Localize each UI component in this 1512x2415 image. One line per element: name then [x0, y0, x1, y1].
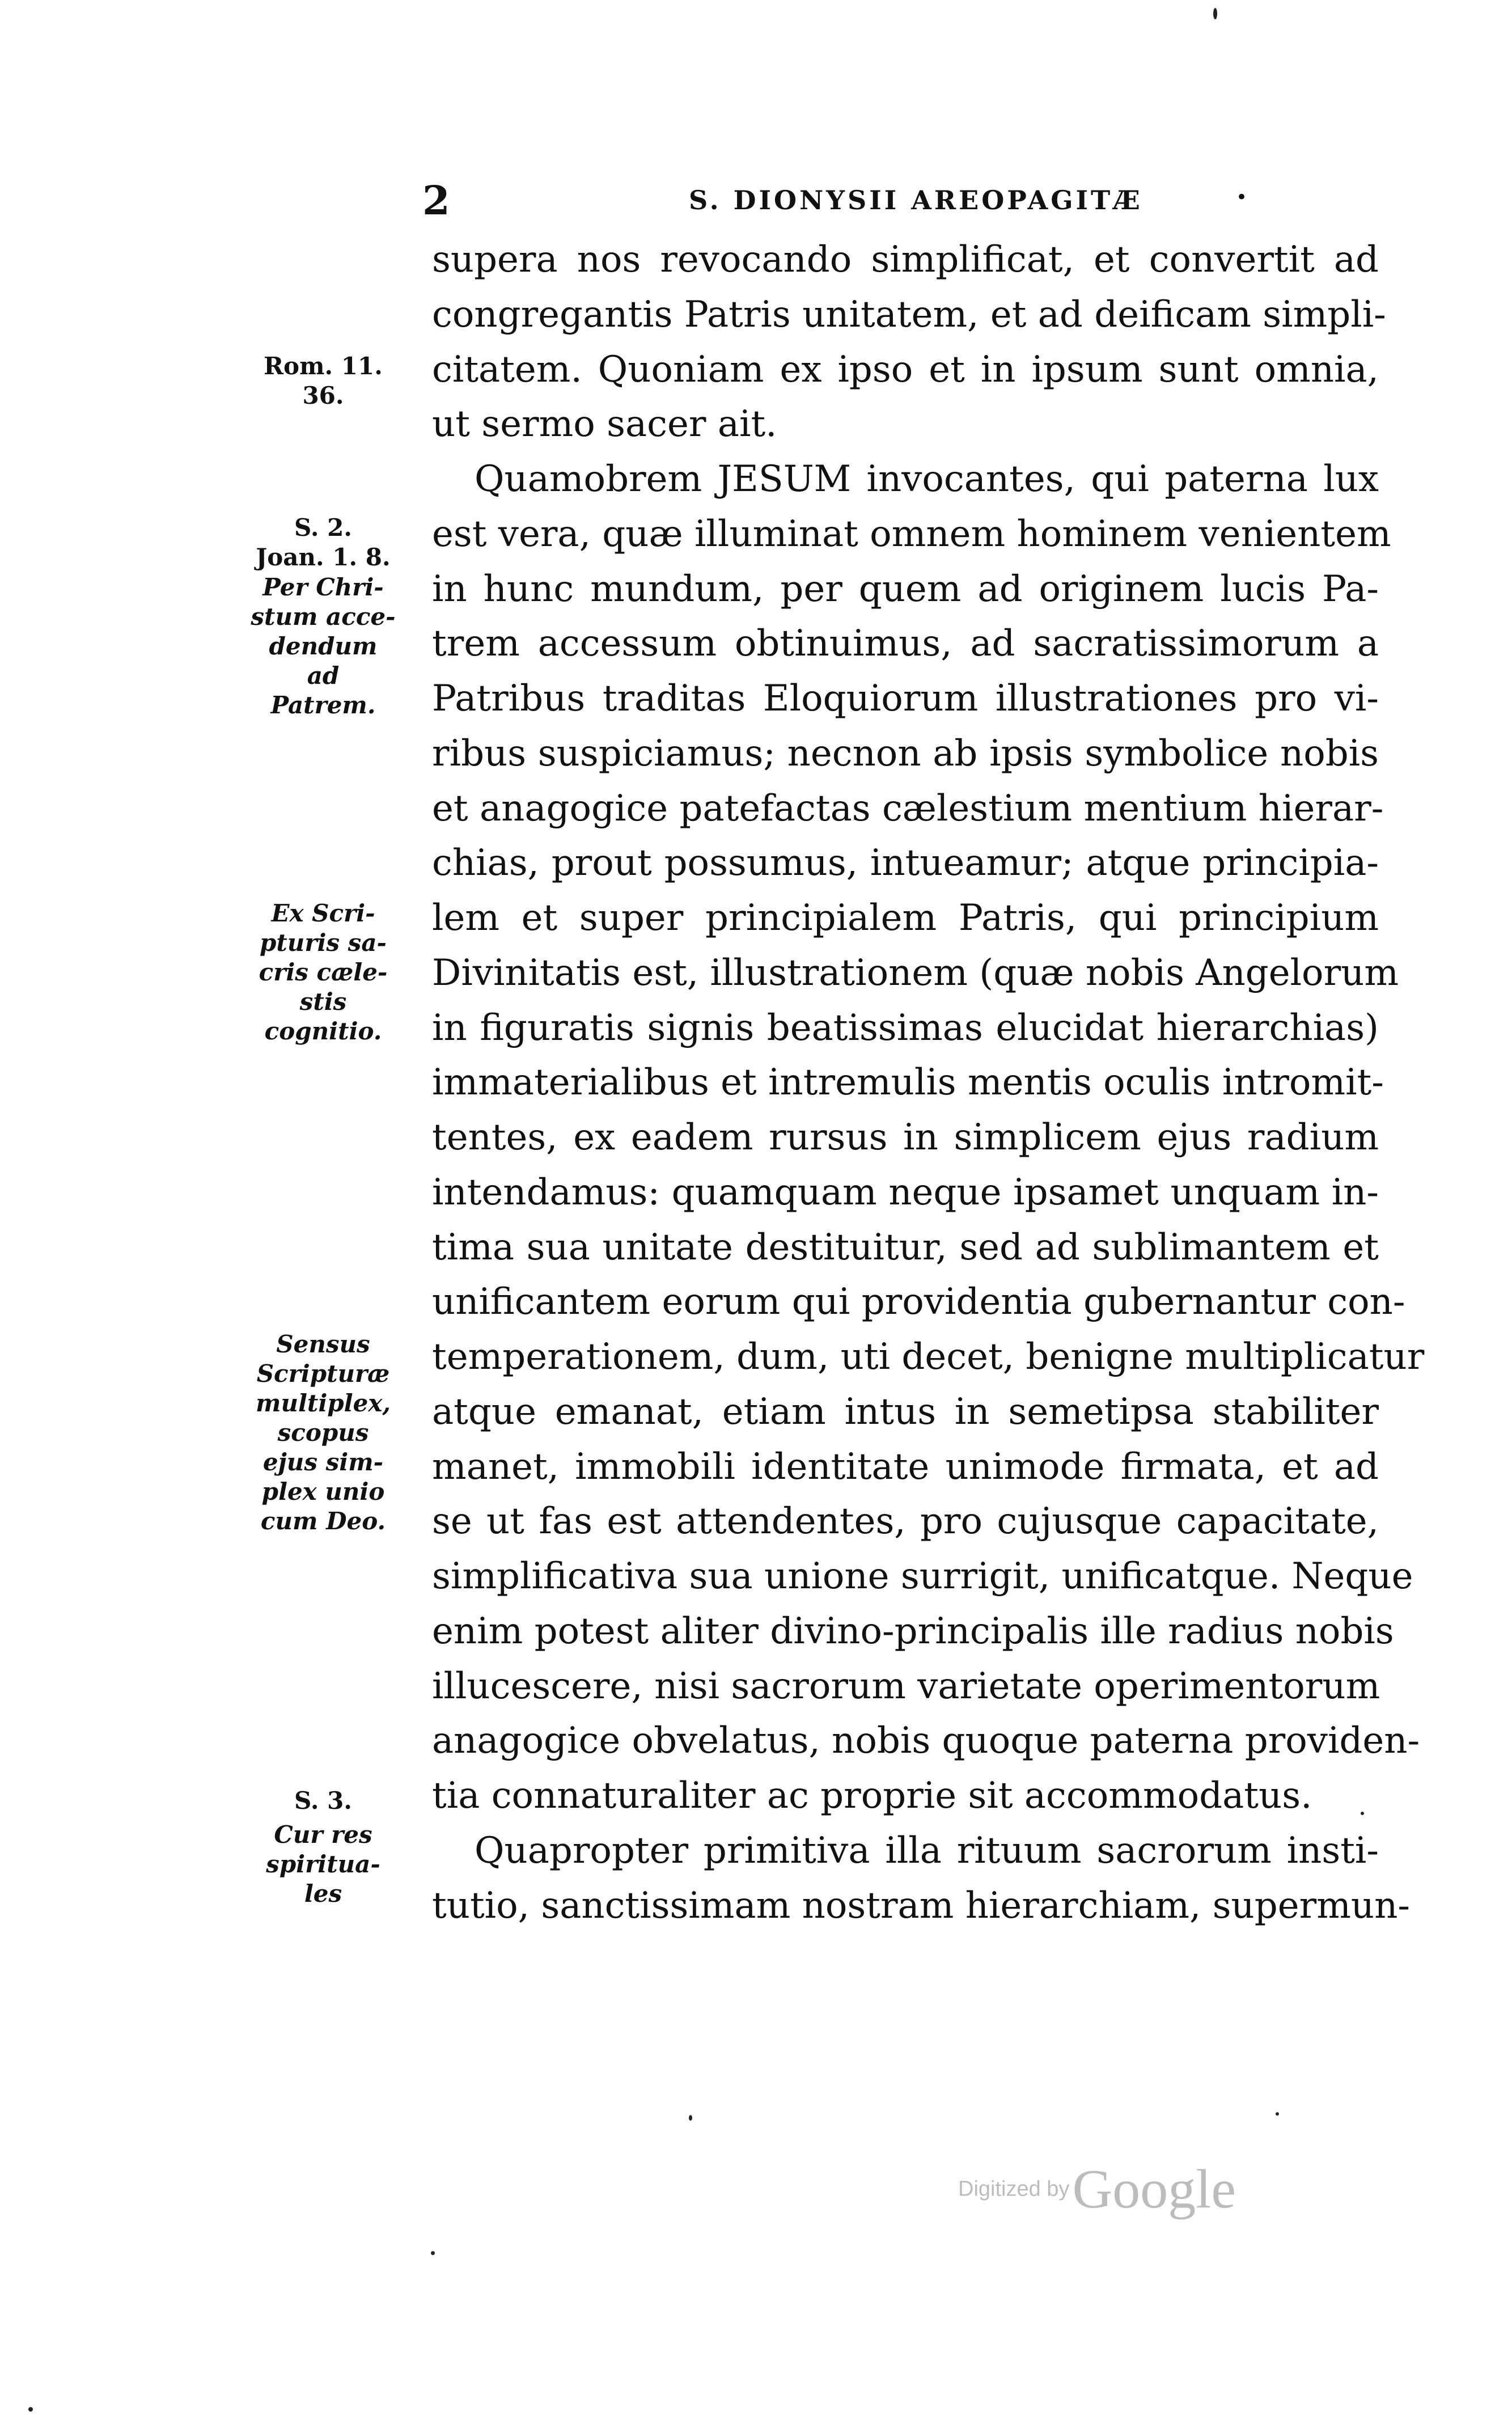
header-mark: • [1236, 186, 1248, 209]
scan-speck [1276, 2112, 1279, 2116]
text-line: illucescere, nisi sacrorum varietate operimentorum [432, 1665, 1380, 1707]
text-line: simplificativa sua unione surrigit, unificatque. Neque [432, 1555, 1413, 1597]
text-line: anagogice obvelatus, nobis quoque paterna providen- [432, 1720, 1420, 1762]
text-line: ut sermo sacer ait. [432, 403, 777, 446]
text-line: intendamus: quamquam neque ipsamet unquam in- [432, 1171, 1379, 1213]
text-line: unificantem eorum qui providentia gubernantur con- [432, 1281, 1405, 1323]
margin-note-sensus [232, 1330, 414, 1536]
margin-line: Ex Scri- [271, 899, 375, 927]
margin-line: S. 3. [294, 1787, 352, 1815]
margin-line: cris cæle- [259, 958, 388, 986]
text-line: Quapropter primitiva illa rituum sacrorum insti- [475, 1829, 1379, 1872]
margin-line: multiplex, [256, 1389, 391, 1417]
text-line: atque emanat, etiam intus in semetipsa stabiliter [432, 1390, 1379, 1433]
text-line: est vera, quæ illuminat omnem hominem venientem [432, 513, 1391, 555]
margin-note-section-3 [232, 1786, 414, 1816]
margin-line: Scripturæ [256, 1360, 390, 1388]
text-line: temperationem, dum, uti decet, benigne multiplicatur [432, 1336, 1425, 1378]
margin-line: plex unio [261, 1478, 385, 1505]
margin-note-section-2 [232, 513, 414, 572]
margin-line: ad [307, 662, 340, 690]
scan-speck [1213, 8, 1217, 19]
margin-note-cur-res [232, 1820, 414, 1909]
scan-speck [28, 2407, 33, 2412]
text-line: tima sua unitate destituitur, sed ad sublimantem et [432, 1226, 1379, 1268]
margin-line: pturis sa- [260, 929, 387, 957]
margin-line: dendum [269, 632, 378, 660]
margin-line: ejus sim- [262, 1448, 384, 1476]
text-line: supera nos revocando simplificat, et convertit ad [432, 239, 1379, 281]
margin-note-rom-ref [232, 352, 414, 411]
text-line: tentes, ex eadem rursus in simplicem ejus radium [432, 1116, 1379, 1158]
scan-speck [689, 2115, 692, 2121]
text-line: citatem. Quoniam ex ipso et in ipsum sunt omnia, [432, 348, 1379, 391]
text-line: Patribus traditas Eloquiorum illustrationes pro vi- [432, 678, 1379, 720]
text-line: chias, prout possumus, intueamur; atque principia- [432, 842, 1379, 885]
text-line: et anagogice patefactas cælestium mentium hierar- [432, 787, 1384, 830]
text-line: se ut fas est attendentes, pro cujusque capacitate, [432, 1500, 1379, 1543]
margin-line: cum Deo. [260, 1507, 386, 1535]
margin-line: spiritua- [266, 1850, 380, 1878]
margin-note-per-christum [232, 573, 414, 720]
text-line: manet, immobili identitate unimode firmata, et ad [432, 1445, 1379, 1488]
page-number: 2 [422, 177, 450, 224]
text-line: trem accessum obtinuimus, ad sacratissimorum a [432, 623, 1379, 665]
page-header [422, 177, 1386, 224]
text-line: Divinitatis est, illustrationem (quæ nobis Angelorum [432, 951, 1399, 994]
margin-note-ex-scripturis [232, 899, 414, 1046]
text-line: Quamobrem JESUM invocantes, qui paterna lux [475, 458, 1379, 500]
margin-line: stum acce- [251, 603, 396, 631]
scan-speck [1361, 1812, 1364, 1815]
margin-line: Rom. 11. [264, 352, 383, 380]
text-line: in hunc mundum, per quem ad originem lucis Pa- [432, 568, 1379, 610]
digitized-watermark [958, 2158, 1236, 2221]
scan-speck [431, 2251, 435, 2255]
text-line: tia connaturaliter ac proprie sit accommodatus. [432, 1775, 1312, 1817]
running-head: S. DIONYSII AREOPAGITÆ [689, 185, 1143, 215]
text-line: ribus suspiciamus; necnon ab ipsis symbolice nobis [432, 732, 1379, 775]
text-line: in figuratis signis beatissimas elucidat hierarchias) [432, 1006, 1379, 1049]
margin-line: 36. [302, 382, 344, 409]
margin-line: cognitio. [264, 1017, 382, 1045]
watermark-prefix: Digitized by [958, 2177, 1070, 2201]
margin-line: S. 2. [294, 514, 352, 542]
body-text [432, 232, 1425, 1933]
text-line: enim potest aliter divino-principalis ille radius nobis [432, 1610, 1394, 1652]
margin-line: scopus [277, 1419, 369, 1447]
margin-line: Per Chri- [262, 573, 384, 601]
margin-line: Sensus [276, 1330, 370, 1358]
text-line: lem et super principialem Patris, qui principium [432, 897, 1379, 939]
text-line: congregantis Patris unitatem, et ad deificam simpli- [432, 293, 1386, 336]
margin-line: Joan. 1. 8. [256, 543, 391, 571]
margin-line: Cur res [274, 1821, 372, 1849]
margin-line: les [304, 1880, 342, 1908]
margin-line: stis [299, 988, 347, 1016]
google-logo: Google [1072, 2159, 1236, 2220]
text-line: immaterialibus et intremulis mentis oculis intromit- [432, 1061, 1384, 1104]
margin-line: Patrem. [270, 691, 376, 719]
text-line: tutio, sanctissimam nostram hierarchiam, supermun- [432, 1884, 1410, 1927]
